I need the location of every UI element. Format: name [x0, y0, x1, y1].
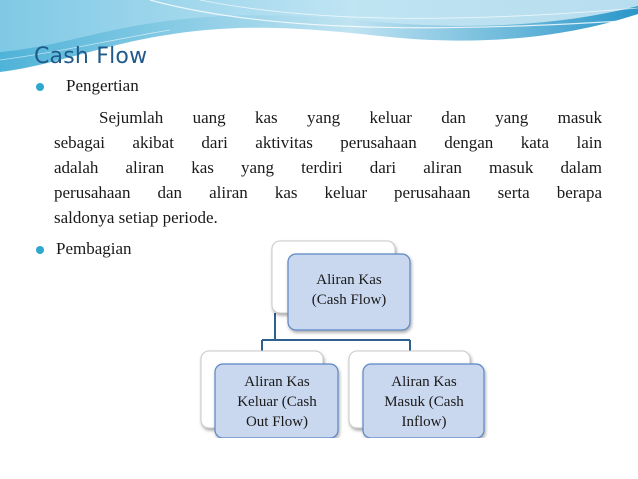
org-child-line: Out Flow)	[245, 414, 309, 430]
org-root-line: Aliran Kas	[316, 272, 382, 288]
org-child-line: Aliran Kas	[244, 374, 310, 390]
paragraph-line: sebagai akibat dari aktivitas perusahaan dengan kata lain	[54, 133, 602, 152]
org-root-line: (Cash Flow)	[311, 292, 387, 308]
org-child-line: Masuk (Cash	[384, 394, 464, 410]
org-root-label	[290, 270, 408, 310]
org-child-left-label	[215, 372, 339, 432]
bullet-dot-icon	[36, 83, 44, 91]
slide-title: Cash Flow	[34, 44, 148, 69]
paragraph-line: adalah aliran kas yang terdiri dari aliran masuk dalam	[54, 158, 602, 177]
paragraph-line: saldonya setiap periode.	[54, 208, 218, 227]
paragraph-line: Sejumlah uang kas yang keluar dan yang masuk	[99, 108, 602, 127]
bullet-pengertian: Pengertian	[66, 76, 139, 95]
bullet-dot-icon	[36, 246, 44, 254]
paragraph-line: perusahaan dan aliran kas keluar perusahaan serta berapa	[54, 183, 602, 202]
definition-paragraph	[54, 105, 602, 230]
org-child-line: Keluar (Cash	[237, 394, 317, 410]
org-child-line: Aliran Kas	[391, 374, 457, 390]
org-child-right-label	[365, 372, 483, 432]
org-child-line: Inflow)	[401, 414, 447, 430]
bullet-pembagian: Pembagian	[56, 239, 132, 258]
